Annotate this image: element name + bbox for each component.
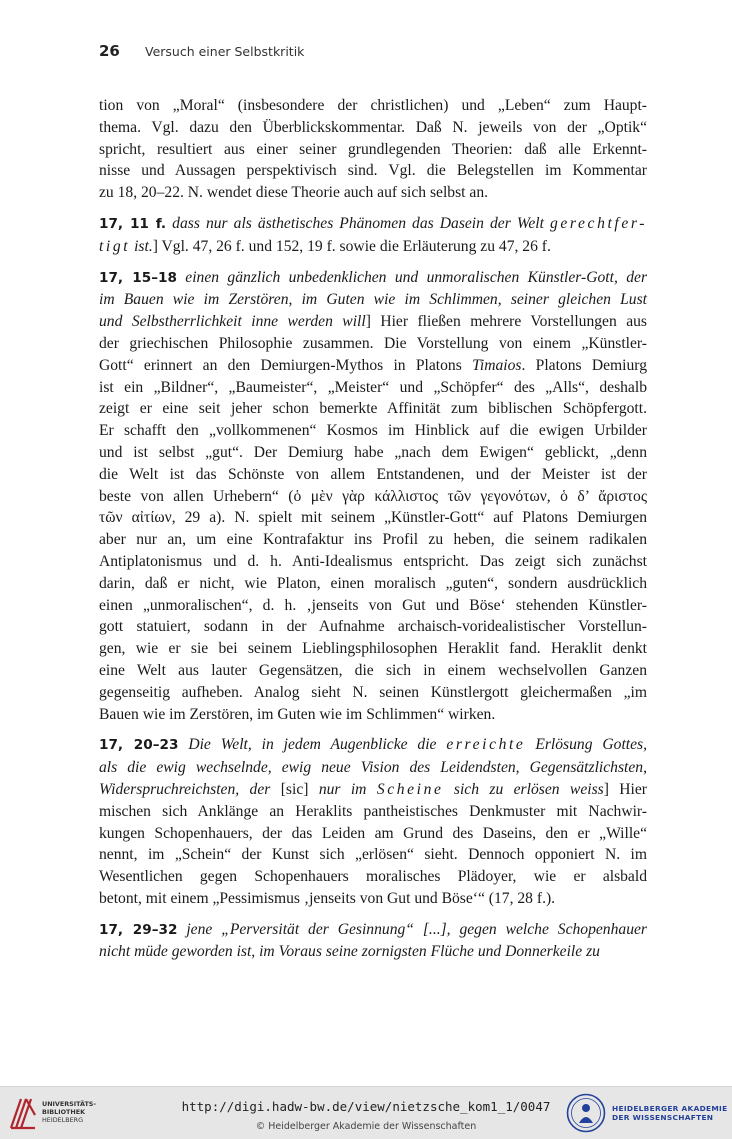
permalink-url[interactable]: http://digi.hadw-bw.de/view/nietzsche_kom1_1/0047 <box>181 1099 551 1114</box>
text-run: ist ein „Bildner“, „Baumeister“, „Meister“ und „Schöpfer“ des „Alls“, deshalb <box>99 378 647 396</box>
quoted-lemma: einen gänzlich unbedenklichen und unmoralischen Künstler-Gott, der <box>185 268 648 286</box>
quoted-lemma: und Selbstherrlichkeit inne werden will <box>99 313 366 331</box>
text-line <box>99 507 647 529</box>
spaced-emphasis: gerechtfer- <box>550 214 647 232</box>
text-run: nennt, im „Schein“ der Kunst sich „erlösen“ sieht. Dennoch opponiert N. im <box>99 846 647 864</box>
text-run: [sic] <box>280 780 309 798</box>
text-run: gott statuiert, sodann in der Aufnahme archaisch-voridealistischer Vorstellun- <box>99 618 647 636</box>
text-run: ] Vgl. 47, 26 f. und 152, 19 f. sowie die Erläuterung zu 47, 26 f. <box>152 237 551 255</box>
text-run: darin, daß er nicht, wie Platon, einen moralisch „guten“, sondern ausdrücklich <box>99 574 647 592</box>
text-line <box>99 139 647 161</box>
page-number: 26 <box>99 42 120 60</box>
text-run: Wesentlichen gegen Schopenhauers moralisches Plädoyer, wie er alsbald <box>99 868 647 886</box>
quoted-lemma: nur im <box>308 780 377 798</box>
text-line <box>99 355 647 377</box>
text-run: die Welt ist das Schönste von allem Entstandenen, und der Meister ist der <box>99 465 647 483</box>
text-line <box>99 844 647 866</box>
lemma-reference: 17, 20–23 <box>99 737 179 754</box>
text-line <box>99 734 647 757</box>
spaced-emphasis: Scheine <box>376 780 444 798</box>
text-run: einen „unmoralischen“, d. h. ‚jenseits von Gut und Böse‘ stehenden Künstler- <box>99 596 647 614</box>
text-run: spricht, resultiert aus einer seiner grundlegenden Theorien: daß alle Erkennt- <box>99 140 647 158</box>
paragraph-gap <box>99 725 647 734</box>
text-run <box>177 921 186 938</box>
lemma-reference: 17, 15–18 <box>99 269 177 286</box>
commentary-text <box>99 95 647 963</box>
text-run: zeigt er eine seit jeher schon bemerkte Affinität zum biblischen Schöpfergott. <box>99 400 647 418</box>
text-run: Gott“ erinnert an den Demiurgen-Mythos in Platons <box>99 356 473 374</box>
text-line <box>99 377 647 399</box>
text-line <box>99 267 647 290</box>
text-run: aber nur an, um eine Kontrafaktur ins Profil zu heben, die seinem radikalen <box>99 531 647 549</box>
academy-name-line-1: HEIDELBERGER AKADEMIE <box>612 1104 728 1113</box>
text-run: . Platons Demiurg <box>521 356 648 374</box>
lemma-reference: 17, 29–32 <box>99 921 178 938</box>
text-line <box>99 866 647 888</box>
text-line <box>99 486 647 508</box>
copyright-notice: © Heidelberger Akademie der Wissenschaften <box>255 1121 477 1132</box>
text-line <box>99 236 647 258</box>
text-line <box>99 529 647 551</box>
text-line <box>99 682 647 704</box>
quoted-lemma: Timaios <box>472 356 522 374</box>
text-line <box>99 117 647 139</box>
text-run: gen, wie er sie bei seinem Lieblingsphilosophen Heraklit fand. Heraklit denkt <box>99 640 647 658</box>
quoted-lemma: im Bauen wie im Zerstören, im Guten wie im Schlimmen, seiner gleichen Lust <box>99 291 647 309</box>
text-line <box>99 757 647 779</box>
text-run: kungen Schopenhauers, der das Leiden am Grund des Daseins, den er „Wille“ <box>99 824 647 842</box>
academy-name <box>612 1104 727 1122</box>
text-line <box>99 551 647 573</box>
text-line <box>99 398 647 420</box>
quoted-lemma: Erlösung Gottes, <box>525 736 647 754</box>
text-run: gegenseitig aufheben. Analog sieht N. seinen Künstlergott gleichermaßen „im <box>99 683 647 701</box>
text-run: Bauen wie im Zerstören, im Guten wie im Schlimmen“ wirken. <box>99 705 496 723</box>
text-run: beste von allen Urhebern“ (ὁ μὲν γὰρ κάλλιστος τῶν γεγονότων, ὁ δ’ ἄριστος <box>99 487 647 505</box>
text-run: Antiplatonismus und d. h. Anti-Idealismus entspricht. Das zeigt sich zunächst <box>99 552 647 570</box>
text-line <box>99 213 647 236</box>
library-name-line-1: UNIVERSITÄTS- <box>42 1100 97 1108</box>
text-run: nisse und Aussagen perspektivisch sind. Vgl. die Belegstellen im Kommentar <box>99 162 647 180</box>
footer-bar <box>0 1086 732 1139</box>
text-run: zu 18, 20–22. N. wendet diese Theorie auch auf sich selbst an. <box>99 184 489 202</box>
text-line <box>99 442 647 464</box>
text-run: eine Welt aus lauter Gegensätzen, die sich in einem wechselvollen Ganzen <box>99 661 647 679</box>
text-run: der griechischen Philosophie zusammen. Die Vorstellung von einem „Künstler- <box>99 334 647 352</box>
text-run <box>178 736 188 753</box>
text-line <box>99 941 647 963</box>
text-line <box>99 823 647 845</box>
spaced-emphasis: tigt <box>99 237 131 255</box>
text-run: tion von „Moral“ (insbesondere der christlichen) und „Leben“ zum Haupt- <box>99 97 647 114</box>
paragraph-gap <box>99 258 647 267</box>
spaced-emphasis: erreichte <box>446 736 526 754</box>
text-line <box>99 888 647 910</box>
text-run: τῶν αἰτίων, 29 a). N. spielt mit seinem „Künstler-Gott“ auf Platons Demiurgen <box>99 509 647 527</box>
text-line <box>99 616 647 638</box>
text-line <box>99 638 647 660</box>
text-line <box>99 919 647 942</box>
text-line <box>99 801 647 823</box>
text-line <box>99 182 647 204</box>
quoted-lemma: Widerspruchreichsten, der <box>99 780 281 798</box>
quoted-lemma: als die ewig wechselnde, ewig neue Vision des Leidendsten, Gegensätzlichsten, <box>99 759 647 777</box>
text-line <box>99 573 647 595</box>
text-run: betont, mit einem „Pessimismus ‚jenseits von Gut und Böse‘“ (17, 28 f.). <box>99 889 556 907</box>
academy-seal-icon <box>566 1093 606 1133</box>
quoted-lemma: dass nur als ästhetisches Phänomen das Dasein der Welt <box>172 214 551 232</box>
running-title: Versuch einer Selbstkritik <box>145 44 305 59</box>
academy-name-line-2: DER WISSENSCHAFTEN <box>612 1113 714 1122</box>
paragraph-gap <box>99 910 647 919</box>
text-run: und ist selbst „gut“. Der Demiurg habe „nach dem Ewigen“ geblickt, „denn <box>99 443 647 461</box>
page-header <box>99 42 304 64</box>
text-run: ] Hier <box>603 780 647 798</box>
text-line <box>99 595 647 617</box>
library-name-line-2: BIBLIOTHEK <box>42 1108 86 1116</box>
quoted-lemma: sich zu erlösen weiss <box>443 780 604 798</box>
text-line <box>99 311 647 333</box>
quoted-lemma: ist. <box>130 237 153 255</box>
text-line <box>99 660 647 682</box>
paragraph-gap <box>99 204 647 213</box>
text-line <box>99 160 647 182</box>
quoted-lemma: Die Welt, in jedem Augenblicke die <box>188 736 447 754</box>
text-line <box>99 704 647 726</box>
text-line <box>99 333 647 355</box>
text-run: ] Hier fließen mehrere Vorstellungen aus <box>365 313 647 331</box>
text-line <box>99 464 647 486</box>
text-run: thema. Vgl. dazu den Überblickskommentar. Daß N. jeweils von der „Optik“ <box>99 118 647 136</box>
lemma-reference: 17, 11 f. <box>99 215 167 232</box>
quoted-lemma: nicht müde geworden ist, im Voraus seine zornigsten Flüche und Donnerkeile zu <box>99 943 600 961</box>
library-name-line-3: HEIDELBERG <box>42 1116 84 1124</box>
text-line <box>99 779 647 801</box>
text-line <box>99 420 647 442</box>
text-run: mischen sich Anklänge an Heraklits pantheistisches Denkmuster mit Nachwir- <box>99 802 647 820</box>
quoted-lemma: jene „Perversität der Gesinnung“ [...], gegen welche Schopenhauer <box>186 920 647 938</box>
text-run: Er schafft den „vollkommenen“ Kosmos im Hinblick auf die ewigen Urbilder <box>99 422 647 440</box>
text-line <box>99 289 647 311</box>
text-line <box>99 95 647 117</box>
